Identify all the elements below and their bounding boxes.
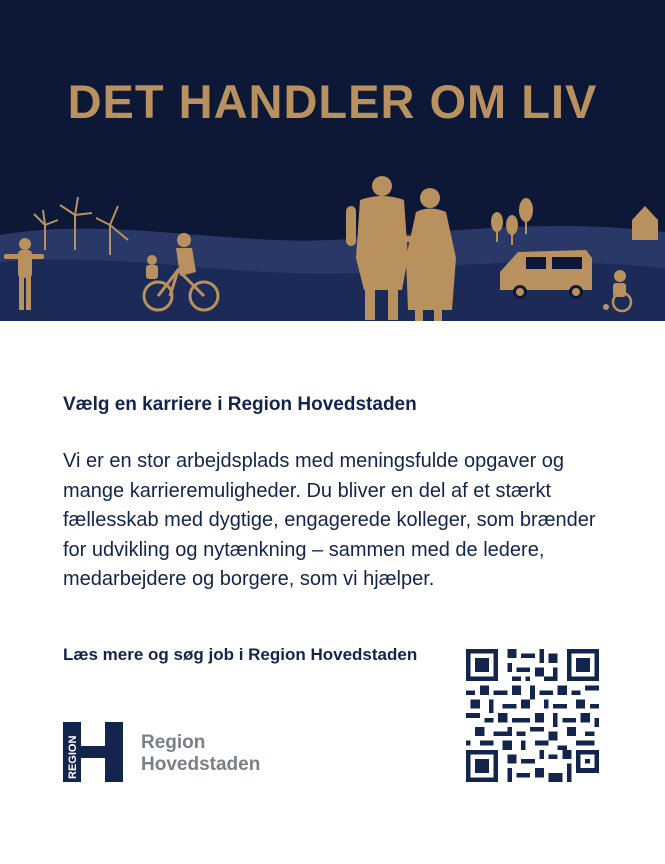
call-to-action: Læs mere og søg job i Region Hovedstaden — [63, 645, 418, 664]
logo-name-line1: Region — [141, 732, 206, 753]
headline: DET HANDLER OM LIV — [67, 75, 598, 128]
logo-mark-text: REGION — [67, 735, 79, 779]
section-heading: Vælg en karriere i Region Hovedstaden — [63, 394, 417, 415]
hero-banner — [0, 0, 665, 321]
qr-code-icon[interactable] — [466, 649, 599, 782]
body-paragraph: Vi er en stor arbejdsplads med meningsfulde opgaver og mange karrieremuligheder. Du bliver en del af et stærkt fællesskab med dygtige, engagerede kolleger, som brænder for udvikling og nytænkning – sammen med de ledere, medarbejdere og borgere, som vi hjælper. — [63, 450, 596, 590]
hero-illustration — [0, 0, 665, 321]
logo-name-line2: Hovedstaden — [141, 754, 261, 775]
region-hovedstaden-logo-icon — [63, 722, 123, 782]
house-icon — [632, 206, 658, 240]
logo-wordmark — [141, 732, 260, 776]
